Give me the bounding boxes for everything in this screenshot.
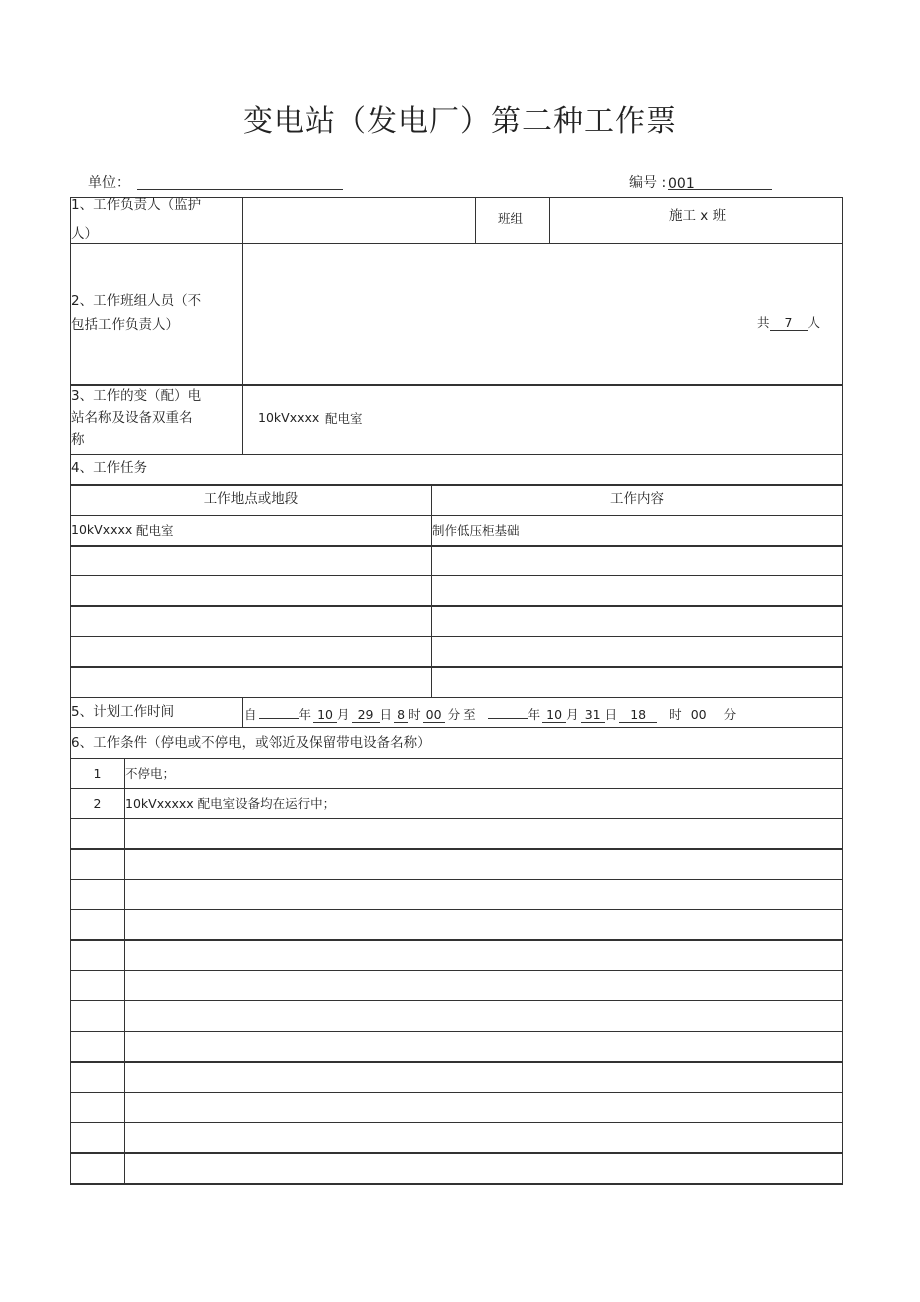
start-minute[interactable]: 00	[423, 707, 445, 723]
task-location-cell[interactable]	[71, 637, 431, 666]
members-label: 2、工作班组人员（不	[71, 293, 202, 309]
condition-cell[interactable]	[125, 819, 842, 848]
condition-cell[interactable]	[125, 971, 842, 1000]
task-location-cell[interactable]	[71, 576, 431, 605]
condition-number: 1	[93, 766, 102, 781]
start-day[interactable]: 29	[352, 707, 380, 723]
members-total	[757, 313, 820, 333]
table-bottom-border	[70, 1183, 843, 1185]
end-minute[interactable]: 00	[690, 707, 707, 722]
month-word: 月	[566, 707, 579, 722]
task-location-main: 10kVxxxx	[71, 522, 133, 537]
end-month[interactable]: 10	[542, 707, 566, 723]
schedule-to: 至	[463, 707, 476, 722]
schedule-range	[244, 703, 736, 725]
leader-label: 1、工作负责人（监护	[71, 197, 202, 213]
task-content-header: 工作内容	[610, 491, 664, 507]
members-total-prefix: 共	[757, 315, 770, 330]
condition-cell[interactable]	[125, 910, 842, 939]
task-location-sub: 配电室	[136, 523, 174, 538]
condition-cell[interactable]	[125, 1093, 842, 1122]
station-label-cont2: 称	[71, 432, 85, 448]
time-label-divider	[242, 697, 243, 728]
condition-cell[interactable]	[125, 1001, 842, 1030]
day-word: 日	[604, 707, 618, 722]
row-divider	[70, 697, 843, 698]
min-word: 分	[723, 707, 737, 722]
year-word: 年	[527, 707, 541, 722]
task-content-cell[interactable]	[432, 668, 842, 697]
day-word: 日	[379, 707, 393, 722]
condition-cell[interactable]	[125, 850, 842, 879]
condition-text: 10kVxxxxx 配电室设备均在运行中；	[125, 796, 336, 811]
leader-label-cont: 人）	[71, 226, 98, 242]
schedule-from: 自	[244, 707, 257, 722]
task-content-cell[interactable]	[432, 516, 842, 545]
condition-cell[interactable]	[125, 880, 842, 909]
table-right-border	[842, 197, 843, 1185]
start-hour[interactable]: 8	[394, 707, 408, 723]
task-location-cell[interactable]	[71, 516, 431, 545]
team-value: 施工 x 班	[669, 208, 727, 224]
condition-cell[interactable]	[125, 1063, 842, 1092]
start-month[interactable]: 10	[313, 707, 337, 723]
month-word: 月	[337, 707, 350, 722]
hour-word: 时	[408, 707, 421, 722]
leader-field[interactable]	[243, 198, 474, 243]
number-field[interactable]	[668, 173, 772, 190]
condition-text: 不停电；	[125, 766, 176, 781]
condition-cell[interactable]	[125, 1032, 842, 1061]
condition-cell[interactable]	[125, 1154, 842, 1183]
row-divider	[70, 454, 843, 455]
task-location-cell[interactable]	[71, 546, 431, 575]
condition-cell[interactable]	[125, 759, 842, 788]
number-value: 001	[668, 176, 695, 192]
page-title: 变电站（发电厂）第二种工作票	[243, 104, 677, 139]
members-field[interactable]	[243, 244, 842, 384]
unit-label: 单位：	[88, 175, 130, 191]
condition-cell[interactable]	[125, 1123, 842, 1152]
task-content-cell[interactable]	[432, 546, 842, 575]
row-divider	[70, 727, 843, 728]
hour-word: 时	[669, 707, 682, 722]
unit-field[interactable]	[137, 173, 343, 190]
end-hour[interactable]: 18	[619, 707, 657, 723]
row-divider	[70, 484, 843, 486]
task-location-header: 工作地点或地段	[203, 491, 299, 507]
condition-number: 2	[93, 796, 102, 811]
condition-cell[interactable]	[125, 941, 842, 970]
schedule-label: 5、计划工作时间	[71, 704, 175, 720]
station-label: 3、工作的变（配）电	[71, 388, 202, 404]
end-year[interactable]	[488, 703, 528, 719]
task-content-cell[interactable]	[432, 607, 842, 636]
task-content-cell[interactable]	[432, 576, 842, 605]
task-content-cell[interactable]	[432, 637, 842, 666]
number-label: 编号 :	[629, 175, 667, 191]
station-label-cont: 站名称及设备双重名	[71, 410, 193, 426]
condition-cell[interactable]	[125, 789, 842, 818]
team-field[interactable]	[550, 198, 842, 243]
station-value-sub: 配电室	[325, 411, 363, 426]
min-word: 分	[447, 707, 461, 722]
conditions-label: 6、工作条件（停电或不停电，或邻近及保留带电设备名称）	[71, 735, 431, 751]
team-label-divider	[475, 197, 476, 244]
team-label: 班组	[498, 211, 524, 226]
station-field[interactable]	[243, 386, 842, 454]
year-word: 年	[298, 707, 312, 722]
end-day[interactable]: 31	[581, 707, 605, 723]
task-content-value: 制作低压柜基础	[432, 523, 520, 538]
members-total-count: 7	[770, 315, 808, 331]
task-location-cell[interactable]	[71, 607, 431, 636]
task-section-label: 4、工作任务	[71, 460, 148, 476]
members-total-suffix: 人	[807, 315, 821, 330]
task-location-cell[interactable]	[71, 668, 431, 697]
station-value-main: 10kVxxxx	[258, 410, 320, 425]
members-label-cont: 包括工作负责人）	[71, 317, 179, 333]
start-year[interactable]	[259, 703, 299, 719]
